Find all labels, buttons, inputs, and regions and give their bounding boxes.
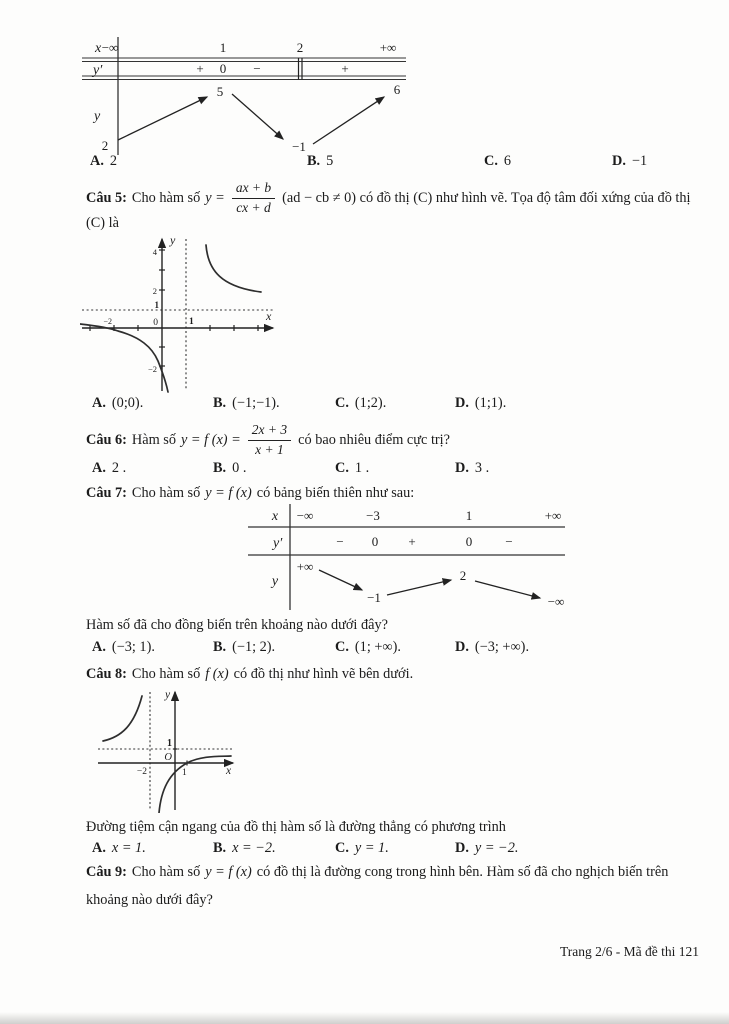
option-value: (1;1). <box>474 395 507 411</box>
bbt-fn-label: y <box>271 574 279 589</box>
option-d <box>455 840 518 857</box>
option-letter: B. <box>213 840 227 856</box>
scan-edge-shadow <box>0 1012 729 1024</box>
bbt-x-minf: −∞ <box>296 508 314 523</box>
bbt-y-end: 6 <box>393 82 401 97</box>
option-letter: C. <box>484 153 498 169</box>
question-text: Đường tiệm cận ngang của đồ thị hàm số là đường thẳng có phương trình <box>86 818 506 835</box>
option-c <box>335 840 389 857</box>
option-a <box>92 460 126 477</box>
question-label: Câu 5: <box>86 189 127 206</box>
y-axis-label: y <box>165 689 171 701</box>
bbt-x-pinf: +∞ <box>379 40 397 55</box>
question-label: Câu 9: <box>86 863 127 880</box>
option-d <box>455 460 489 477</box>
option-value: (−3; +∞). <box>474 639 530 655</box>
q7-prompt <box>86 615 388 635</box>
option-b <box>213 639 275 656</box>
bbt-zero: 0 <box>219 61 227 76</box>
question-text: Cho hàm số <box>131 189 201 206</box>
option-value: −1 <box>631 153 648 169</box>
fraction-denominator: cx + d <box>236 199 271 215</box>
option-d <box>612 153 647 170</box>
bbt-x-2: 2 <box>296 40 304 55</box>
x-tick-minus2: −2 <box>136 767 147 777</box>
option-value: 3 . <box>474 460 490 476</box>
x-axis-label: x <box>226 765 232 777</box>
option-c <box>335 639 401 656</box>
curve-upper-branch <box>206 245 261 292</box>
option-value: 6 <box>503 153 512 169</box>
variation-table-q4 <box>80 34 410 158</box>
math-expression: y = f (x) = <box>181 431 241 448</box>
bbt-x-1: 1 <box>219 40 227 55</box>
bbt-var-label: x <box>95 41 102 56</box>
option-value: 2 . <box>111 460 127 476</box>
variation-table-q7 <box>245 501 570 613</box>
question-8-text <box>86 663 413 685</box>
y-axis-label: y <box>170 233 176 247</box>
x-tick-minus2: −2 <box>103 317 112 326</box>
q8-prompt <box>86 817 506 837</box>
option-letter: B. <box>307 153 321 169</box>
option-letter: C. <box>335 395 349 411</box>
option-b <box>213 460 246 477</box>
option-letter: D. <box>455 395 469 411</box>
x-axis-label: x <box>266 309 272 323</box>
bbt-x-minf: −∞ <box>101 40 119 55</box>
option-a <box>92 395 143 412</box>
y-tick-1: 1 <box>167 738 172 749</box>
fraction <box>230 180 277 215</box>
option-value: 5 <box>326 153 334 169</box>
y-tick-1: 1 <box>154 300 159 310</box>
bbt-arrow-down <box>475 581 540 598</box>
bbt-sign: − <box>253 61 261 76</box>
bbt-arrow-down <box>232 94 283 139</box>
bbt-deriv-label: y′ <box>93 63 103 78</box>
q4-options <box>0 153 729 175</box>
bbt-zero: 0 <box>371 534 379 549</box>
question-text: Hàm số đã cho đồng biến trên khoảng nào dưới đây? <box>86 616 388 633</box>
graph-q5-hyperbola <box>80 231 280 394</box>
fraction-numerator: 2x + 3 <box>248 422 291 440</box>
bbt-sign: − <box>336 534 344 549</box>
option-value: (1;2). <box>354 395 387 411</box>
option-letter: A. <box>92 840 106 856</box>
question-text: Cho hàm số <box>131 863 201 880</box>
bbt-x-1: 1 <box>465 508 473 523</box>
option-letter: D. <box>455 460 469 476</box>
bbt-y-min: −1 <box>292 139 306 154</box>
question-text: có bảng biến thiên như sau: <box>256 484 415 501</box>
curve-lower-branch <box>159 756 231 813</box>
y-tick-2: 2 <box>152 286 157 296</box>
question-9-text <box>86 861 668 883</box>
bbt-fn-label: y <box>94 109 101 124</box>
math-expression: y = f (x) <box>205 484 252 501</box>
bbt-sign: − <box>505 534 513 549</box>
question-text: có đồ thị như hình vẽ bên dưới. <box>233 665 414 682</box>
bbt-sign: + <box>341 61 349 76</box>
graph-q8-hyperbola <box>95 686 240 813</box>
bbt-y-max: 2 <box>459 568 467 583</box>
q8-options <box>0 840 729 862</box>
option-value: (1; +∞). <box>354 639 401 655</box>
question-label: Câu 8: <box>86 665 127 682</box>
option-c <box>484 153 511 170</box>
option-value: x = 1. <box>111 840 146 856</box>
option-c <box>335 395 386 412</box>
y-tick-minus2: −2 <box>147 364 157 374</box>
bbt-arrow-up <box>313 97 384 144</box>
option-value: (−3; 1). <box>111 639 155 655</box>
option-value: y = 1. <box>354 840 389 856</box>
question-text: Cho hàm số <box>131 665 201 682</box>
option-value: y = −2. <box>474 840 519 856</box>
bbt-zero: 0 <box>465 534 473 549</box>
bbt-y-start: +∞ <box>296 559 314 574</box>
option-a <box>92 639 155 656</box>
fraction <box>246 422 293 457</box>
option-value: (−1; 2). <box>232 639 276 655</box>
question-text: (C) là <box>86 214 119 231</box>
q7-options <box>0 639 729 661</box>
option-d <box>455 639 529 656</box>
option-letter: A. <box>92 460 106 476</box>
bbt-arrow-down <box>319 570 362 590</box>
question-5-text <box>86 180 691 216</box>
option-letter: A. <box>92 639 106 655</box>
bbt-arrow-up <box>118 97 207 140</box>
option-c <box>335 460 369 477</box>
question-text: Hàm số <box>131 431 176 448</box>
bbt-var-label: x <box>271 509 279 524</box>
option-value: 1 . <box>354 460 370 476</box>
q6-options <box>0 460 729 482</box>
math-expression: f (x) <box>205 665 229 682</box>
question-label: Câu 6: <box>86 431 127 448</box>
option-letter: D. <box>612 153 626 169</box>
x-tick-1: 1 <box>189 317 194 327</box>
page-footer: Trang 2/6 - Mã đề thi 121 <box>560 944 699 959</box>
option-letter: D. <box>455 639 469 655</box>
origin-label: O <box>164 752 172 763</box>
option-value: (0;0). <box>111 395 144 411</box>
option-b <box>213 840 276 857</box>
bbt-sign: + <box>196 61 204 76</box>
bbt-sign: + <box>408 534 416 549</box>
option-letter: C. <box>335 639 349 655</box>
bbt-arrow-up <box>387 580 451 595</box>
math-expression: y = <box>205 189 225 206</box>
option-b <box>213 395 280 412</box>
fraction-denominator: x + 1 <box>255 441 284 457</box>
bbt-y-end: −∞ <box>547 594 565 609</box>
option-letter: C. <box>335 840 349 856</box>
option-b <box>307 153 333 170</box>
bbt-y-max: 5 <box>216 84 224 99</box>
question-text: (ad − cb ≠ 0) có đồ thị (C) như hình vẽ. Tọa độ tâm đối xứng của đồ thị <box>282 189 691 206</box>
option-letter: B. <box>213 395 227 411</box>
option-letter: A. <box>92 395 106 411</box>
bbt-x-pinf: +∞ <box>544 508 562 523</box>
option-d <box>455 395 506 412</box>
option-letter: C. <box>335 460 349 476</box>
question-text: có đồ thị là đường cong trong hình bên. Hàm số đã cho nghịch biến trên <box>256 863 669 880</box>
question-9-text-line2 <box>86 889 213 911</box>
bbt-x-minus3: −3 <box>366 508 380 523</box>
x-tick-1: 1 <box>182 768 187 778</box>
curve-upper-branch <box>103 696 142 741</box>
math-expression: y = f (x) <box>205 863 252 880</box>
option-a <box>90 153 117 170</box>
question-6-text <box>86 420 450 460</box>
q5-options <box>0 395 729 417</box>
bbt-y-start: 2 <box>101 138 109 153</box>
option-letter: B. <box>213 460 227 476</box>
bbt-deriv-label: y′ <box>273 536 283 551</box>
option-letter: D. <box>455 840 469 856</box>
y-tick-4: 4 <box>152 247 157 257</box>
option-value: 2 <box>109 153 118 169</box>
option-letter: A. <box>90 153 104 169</box>
curve-lower-branch <box>80 324 168 392</box>
bbt-y-min: −1 <box>367 590 381 605</box>
fraction-numerator: ax + b <box>232 180 275 198</box>
question-label: Câu 7: <box>86 484 127 501</box>
origin-label: 0 <box>153 318 158 328</box>
question-text: có bao nhiêu điểm cực trị? <box>298 431 450 448</box>
question-text: Cho hàm số <box>131 484 201 501</box>
option-letter: B. <box>213 639 227 655</box>
option-value: x = −2. <box>232 840 276 856</box>
question-text: khoảng nào dưới đây? <box>86 891 213 908</box>
option-a <box>92 840 146 857</box>
option-value: (−1;−1). <box>232 395 280 411</box>
option-value: 0 . <box>232 460 247 476</box>
